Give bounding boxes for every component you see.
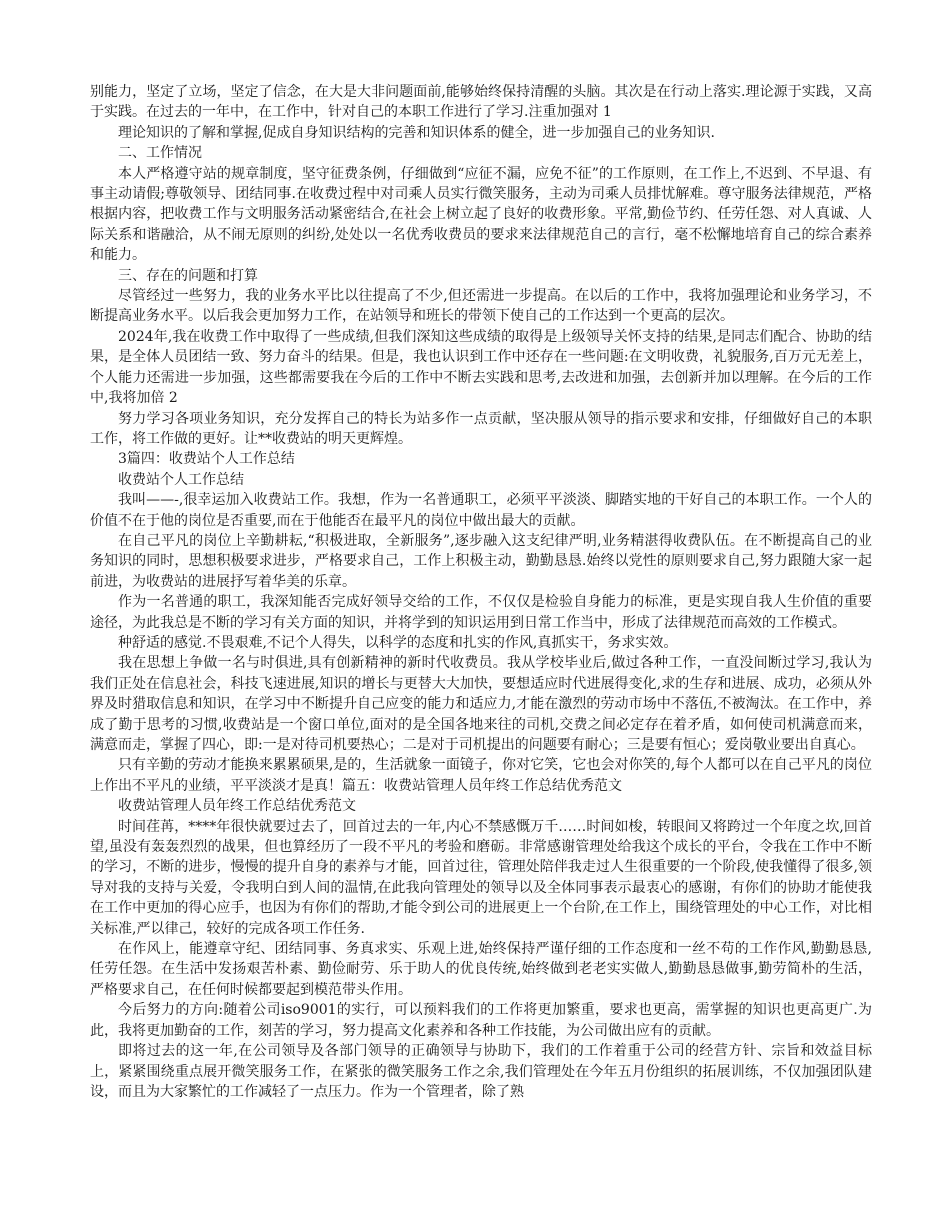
paragraph: 别能力，坚定了立场，坚定了信念，在大是大非问题面前,能够始终保持清醒的头脑。其次是在行动上落实.理论源于实践，又高于实践。在过去的一年中，在工作中，针对自己的本职工作进行了学习.注重加强对 1 <box>90 84 872 121</box>
paragraph: 在作风上，能遵章守纪、团结同事、务真求实、乐观上进,始终保持严谨仔细的工作态度和一丝不苟的工作作风,勤勤恳恳,任劳任怨。在生活中发扬艰苦朴素、勤俭耐劳、乐于助人的优良传统,始终做到老老实实做人,勤勤恳恳做事,勤劳简朴的生活，严格要求自己，在任何时候都要起到模范带头作用。 <box>90 941 872 998</box>
section-heading: 收费站个人工作总结 <box>118 471 244 488</box>
paragraph: 时间荏苒，****年很快就要过去了，回首过去的一年,内心不禁感慨万千……时间如梭，转眼间又将跨过一个年度之坎,回首望,虽没有轰轰烈烈的战果，但也算经历了一段不平凡的考验和磨砺。非常感谢管理处给我这个成长的平台，令我在工作中不断的学习，不断的进步，慢慢的提升自身的素养与才能，回首过往，管理处陪伴我走过人生很重要的一个阶段,使我懂得了很多,领导对我的支持与关爱，令我明白到人间的温情,在此我向管理处的领导以及全体同事表示最衷心的感谢，有你们的协助才能使我在工作中更加的得心应手，也因为有你们的帮助,才能令到公司的进展更上一个台阶,在工作上，围绕管理处的中心工作，对比相关标准,严以律己，较好的完成各项工作任务. <box>90 818 872 937</box>
section-heading: 二、工作情况 <box>118 145 202 162</box>
paragraph: 在自己平凡的岗位上辛勤耕耘,“积极进取，全新服务”,逐步融入这支纪律严明,业务精湛得收费队伍。在不断提高自己的业务知识的同时，思想积极要求进步，严格要求自己，工作上积极主动，勤勤恳恳.始终以党性的原则要求自己,努力跟随大家一起前进，为收费站的进展抒写着华美的乐章。 <box>90 532 872 590</box>
paragraph: 种舒适的感觉.不畏艰难,不记个人得失，以科学的态度和扎实的作风,真抓实干，务求实效。 <box>118 634 678 651</box>
paragraph: 我叫——-,很幸运加入收费站工作。我想，作为一名普通职工，必须平平淡淡、脚踏实地的干好自己的本职工作。一个人的价值不在于他的岗位是否重要,而在于他能否在最平凡的岗位中做出最大的贡献。 <box>90 492 872 529</box>
section-heading: 收费站管理人员年终工作总结优秀范文 <box>118 798 356 815</box>
paragraph: 我在思想上争做一名与时俱进,具有创新精神的新时代收费员。我从学校毕业后,做过各种工作，一直没间断过学习,我认为我们正处在信息社会，科技飞速进展,知识的增长与更替大大加快，要想适应时代进展得变化,求的生存和进展、成功，必须从外界及时猎取信息和知识，在学习中不断提升自己应变的能力和适应力,才能在激烈的劳动市场中不落伍,不被淘汰。在工作中，养成了勤于思考的习惯,收费站是一个窗口单位,面对的是全国各地来往的司机,交费之间必定存在着矛盾，如何使司机满意而来，满意而走，掌握了四心，即:一是对待司机要热心；二是对于司机提出的问题要有耐心；三是要有恒心；爱岗敬业要出自真心。 <box>90 655 872 753</box>
paragraph: 理论知识的了解和掌握,促成自身知识结构的完善和知识体系的健全，进一步加强自己的业务知识. <box>118 124 715 141</box>
paragraph: 只有辛勤的劳动才能换来累累硕果,是的，生活就象一面镜子，你对它笑，它也会对你笑的,每个人都可以在自己平凡的岗位上作出不平凡的业绩，平平淡淡才是真！篇五：收费站管理人员年终工作总结优秀范文 <box>90 757 872 794</box>
paragraph: 今后努力的方向:随着公司iso9001的实行，可以预料我们的工作将更加繁重，要求也更高，需掌握的知识也更高更广.为此，我将更加勤奋的工作，刻苦的学习，努力提高文化素养和各种工作技能，为公司做出应有的贡献。 <box>90 1002 872 1039</box>
paragraph: 本人严格遵守站的规章制度，坚守征费条例，仔细做到“应征不漏，应免不征”的工作原则，在工作上,不迟到、不早退、有事主动请假;尊敬领导、团结同事.在收费过程中对司乘人员实行微笑服务，主动为司乘人员排忧解难。尊守服务法律规范，严格根据内容，把收费工作与文明服务活动紧密结合,在社会上树立起了良好的收费形象。平常,勤俭节约、任劳任怨、对人真诚、人际关系和谐融洽，从不闹无原则的纠纷,处处以一名优秀收费员的要求来法律规范自己的言行，毫不松懈地培育自己的综合素养和能力。 <box>90 165 872 264</box>
paragraph: 2024年,我在收费工作中取得了一些成绩,但我们深知这些成绩的取得是上级领导关怀支持的结果,是同志们配合、协助的结果，是全体人员团结一致、努力奋斗的结果。但是，我也认识到工作中还存在一些问题:在文明收费，礼貌服务,百万元无差上，个人能力还需进一步加强，这些都需要我在今后的工作中不断去实践和思考,去改进和加强，去创新并加以理解。在今后的工作中,我将加倍 2 <box>90 328 872 407</box>
section-heading: 3篇四：收费站个人工作总结 <box>118 451 295 468</box>
paragraph: 即将过去的这一年,在公司领导及各部门领导的正确领导与协助下，我们的工作着重于公司的经营方针、宗旨和效益目标上，紧紧围绕重点展开微笑服务工作，在紧张的微笑服务工作之余,我们管理处在今年五月份组织的拓展训练，不仅加强团队建设，而且为大家繁忙的工作减轻了一点压力。作为一个管理者，除了熟 <box>90 1043 872 1100</box>
section-heading: 三、存在的问题和打算 <box>118 267 258 284</box>
paragraph: 努力学习各项业务知识，充分发挥自己的特长为站多作一点贡献，坚决服从领导的指示要求和安排，仔细做好自己的本职工作，将工作做的更好。让**收费站的明天更辉煌。 <box>90 410 872 447</box>
paragraph: 尽管经过一些努力，我的业务水平比以往提高了不少,但还需进一步提高。在以后的工作中，我将加强理论和业务学习，不断提高业务水平。以后我会更加努力工作，在站领导和班长的带领下使自己的工作达到一个更高的层次。 <box>90 288 872 325</box>
paragraph: 作为一名普通的职工，我深知能否完成好领导交给的工作，不仅仅是检验自身能力的标准，更是实现自我人生价值的重要途径，为此我总是不断的学习有关方面的知识，并将学到的知识运用到日常工作当中，形成了法律规范而高效的工作模式。 <box>90 594 872 631</box>
